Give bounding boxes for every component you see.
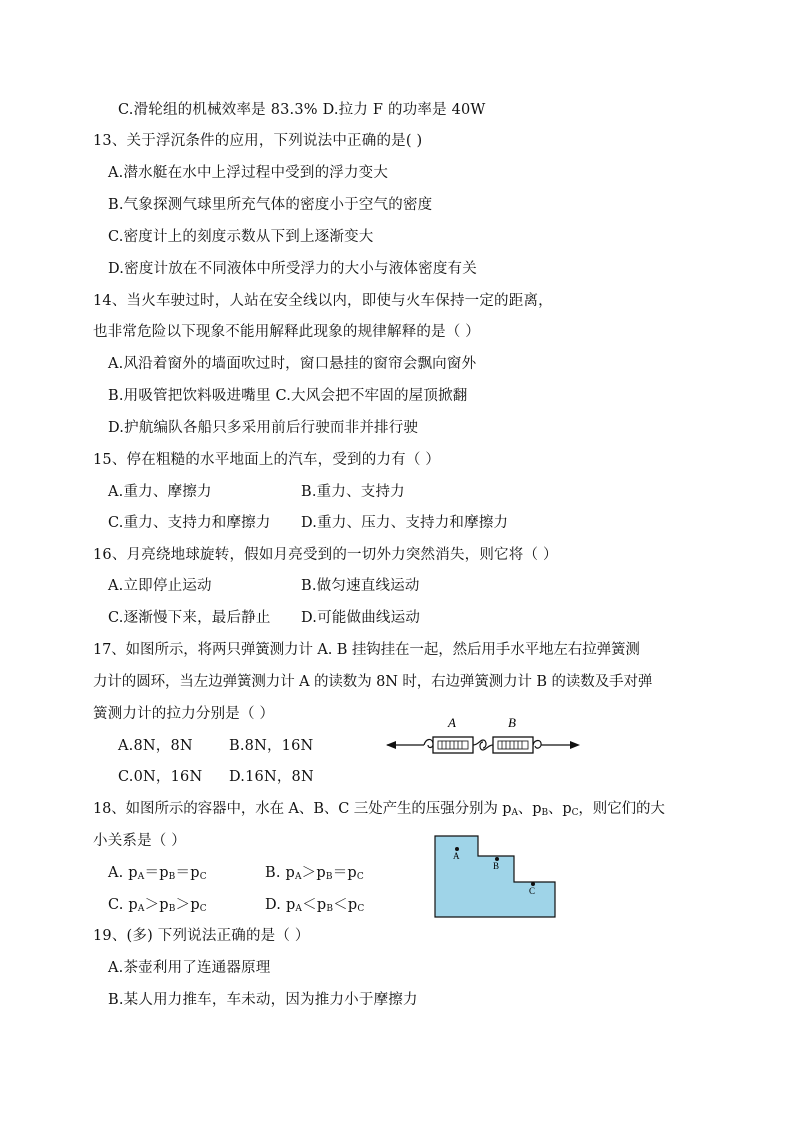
q12-options-cd: C.滑轮组的机械效率是 83.3% D.拉力 F 的功率是 40W	[118, 102, 486, 118]
q16-option-c: C.逐渐慢下来，最后静止	[108, 610, 271, 626]
q18-option-d: D. $p_A<p_B<p_C$	[265, 897, 365, 914]
q14-option-bc: B.用吸管把饮料吸进嘴里 C.大风会把不牢固的屋顶掀翻	[108, 388, 468, 404]
q16-option-a: A.立即停止运动	[108, 578, 212, 594]
q17-option-b: B.8N，16N	[229, 738, 314, 754]
q17-option-c: C.0N，16N	[118, 769, 203, 785]
q17-option-a: A.8N，8N	[118, 738, 193, 754]
q17-stem-line1: 17、如图所示，将两只弹簧测力计 A. B 挂钩挂在一起，然后用手水平地左右拉弹簧测	[93, 642, 640, 658]
q15-option-b: B.重力、支持力	[301, 484, 405, 500]
q13-option-d: D.密度计放在不同液体中所受浮力的大小与液体密度有关	[108, 261, 477, 277]
q15-stem: 15、停在粗糙的水平地面上的汽车，受到的力有（ ）	[93, 452, 441, 468]
point-a-label: A	[453, 851, 460, 861]
q13-stem: 13、关于浮沉条件的应用，下列说法中正确的是( )	[93, 133, 423, 149]
q16-stem: 16、月亮绕地球旋转，假如月亮受到的一切外力突然消失，则它将（ ）	[93, 547, 558, 563]
q14-option-d: D.护航编队各船只多采用前后行驶而非并排行驶	[108, 420, 419, 436]
q13-option-c: C.密度计上的刻度示数从下到上逐渐变大	[108, 229, 374, 245]
q13-option-b: B.气象探测气球里所充气体的密度小于空气的密度	[108, 197, 433, 213]
q17-option-d: D.16N，8N	[229, 769, 314, 785]
q18-stem-line2: 小关系是（ ）	[93, 833, 187, 849]
q19-option-b: B.某人用力推车，车未动，因为推力小于摩擦力	[108, 992, 418, 1008]
scale-a-label: A	[448, 715, 456, 730]
q18-stem-line1: 18、如图所示的容器中，水在 A、B、C 三处产生的压强分别为 $p_A$、$p_B$、$p_C$，则它们的大	[93, 801, 665, 818]
q15-option-c: C.重力、支持力和摩擦力	[108, 515, 271, 531]
q13-option-a: A.潜水艇在水中上浮过程中受到的浮力变大	[108, 165, 389, 181]
q17-stem-line2: 力计的圆环，当左边弹簧测力计 A 的读数为 8N 时，右边弹簧测力计 B 的读数及手对弹	[93, 674, 653, 690]
q17-stem-line3: 簧测力计的拉力分别是（ ）	[93, 706, 275, 722]
q16-option-b: B.做匀速直线运动	[301, 578, 420, 594]
q17-spring-scale-figure	[384, 712, 584, 756]
point-c-label: C	[529, 886, 536, 896]
q14-option-a: A.风沿着窗外的墙面吹过时，窗口悬挂的窗帘会飘向窗外	[108, 356, 477, 372]
q18-option-a: A. $p_A=p_B=p_C$	[108, 865, 207, 882]
q14-stem-line2: 也非常危险以下现象不能用解释此现象的规律解释的是（ ）	[93, 324, 481, 340]
q19-stem: 19、(多) 下列说法正确的是（ ）	[93, 928, 310, 944]
q18-container-figure	[430, 832, 560, 920]
q15-option-d: D.重力、压力、支持力和摩擦力	[301, 515, 509, 531]
q18-option-c: C. $p_A>p_B>p_C$	[108, 897, 207, 914]
water-area	[435, 836, 555, 917]
q16-option-d: D.可能做曲线运动	[301, 610, 421, 626]
q14-stem-line1: 14、当火车驶过时，人站在安全线以内，即使与火车保持一定的距离，	[93, 293, 553, 309]
scale-b-label: B	[508, 715, 516, 730]
point-b-label: B	[493, 861, 500, 871]
q15-option-a: A.重力、摩擦力	[108, 484, 212, 500]
q18-option-b: B. $p_A>p_B=p_C$	[265, 865, 364, 882]
q19-option-a: A.茶壶利用了连通器原理	[108, 960, 271, 976]
